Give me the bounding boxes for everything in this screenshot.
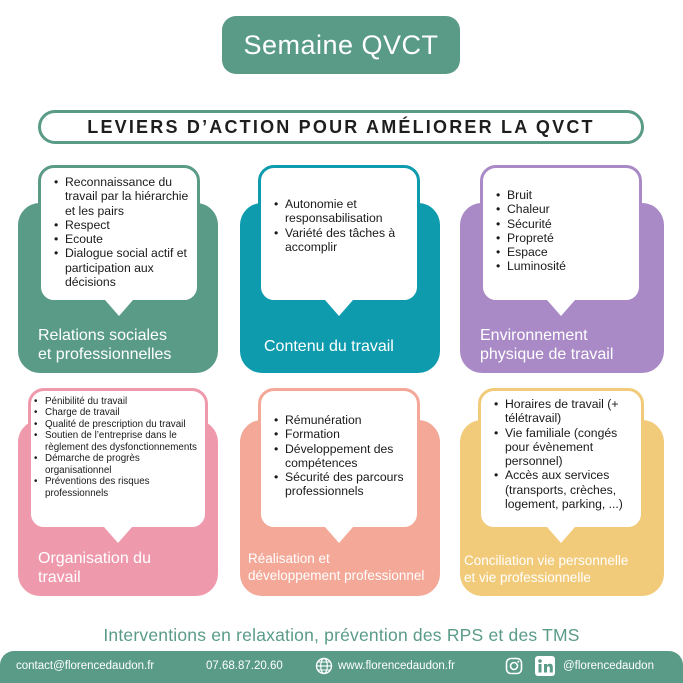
list-item: • Vie familiale (congés pour évènement personnel) xyxy=(505,426,633,469)
page-subtitle: LEVIERS D’ACTION POUR AMÉLIORER LA QVCT xyxy=(38,110,644,144)
bubble-contenu-travail xyxy=(258,165,420,303)
card-label-line: et professionnelles xyxy=(38,346,172,364)
card-label-line: développement professionnel xyxy=(248,567,425,583)
list-item: • Ecoute xyxy=(65,232,189,246)
list-item: • Formation xyxy=(285,427,409,441)
list-item: • Sécurité xyxy=(507,217,631,231)
phone-number: 07.68.87.20.60 xyxy=(206,660,283,672)
card-label-line: Relations sociales xyxy=(38,326,167,344)
bullet-list xyxy=(31,396,203,499)
list-item: • Développement des compétences xyxy=(285,442,409,471)
bubble-conciliation-vie xyxy=(478,388,644,530)
card-label-line: Réalisation et xyxy=(248,551,330,567)
card-label xyxy=(460,326,664,373)
list-item: • Reconnaissance du travail par la hiérarchie et les pairs xyxy=(65,175,189,218)
list-item: • Charge de travail xyxy=(45,407,197,418)
list-item: • Espace xyxy=(507,245,631,259)
social-handle[interactable]: @florencedaudon xyxy=(563,660,654,672)
list-item: • Qualité de prescription du travail xyxy=(45,419,197,430)
bullet-list xyxy=(487,188,637,274)
card-label xyxy=(460,553,664,596)
list-item: • Pénibilité du travail xyxy=(45,396,197,407)
website-link[interactable]: www.florencedaudon.fr xyxy=(338,660,455,672)
list-item: • Sécurité des parcours professionnels xyxy=(285,470,409,499)
list-item: • Chaleur xyxy=(507,202,631,216)
bubble-realisation-developpement xyxy=(258,388,420,530)
card-label xyxy=(240,551,440,596)
linkedin-icon[interactable] xyxy=(535,656,555,676)
list-item: • Accès aux services (transports, crèches, logement, parking, ...) xyxy=(505,468,633,511)
card-label-line: physique de travail xyxy=(480,346,614,364)
card-label-line: Conciliation vie personnelle xyxy=(464,553,629,569)
card-label xyxy=(18,549,218,596)
bubble-relations-sociales xyxy=(38,165,200,303)
list-item: • Respect xyxy=(65,218,189,232)
footer-bar xyxy=(0,651,683,683)
bubble-organisation-travail xyxy=(28,388,208,530)
bullet-list xyxy=(485,397,639,511)
list-item: • Démarche de progrès organisationnel xyxy=(45,453,197,476)
globe-icon xyxy=(315,657,333,675)
card-label-line: Environnement xyxy=(480,326,588,344)
list-item: • Autonomie et responsabilisation xyxy=(285,197,409,226)
list-item: • Luminosité xyxy=(507,259,631,273)
bullet-list xyxy=(45,175,195,289)
list-item: • Préventions des risques professionnels xyxy=(45,476,197,499)
instagram-icon[interactable] xyxy=(505,657,523,675)
list-item: • Bruit xyxy=(507,188,631,202)
list-item: • Horaires de travail (+ télétravail) xyxy=(505,397,633,426)
bullet-list xyxy=(265,413,415,499)
list-item: • Dialogue social actif et participation aux décisions xyxy=(65,246,189,289)
page-title: Semaine QVCT xyxy=(222,16,460,74)
email-link[interactable]: contact@florencedaudon.fr xyxy=(16,660,155,672)
bullet-list xyxy=(265,197,415,254)
card-label-line: Organisation du xyxy=(38,549,151,567)
footer-tagline: Interventions en relaxation, prévention des RPS et des TMS xyxy=(103,625,580,645)
list-item: • Soutien de l’entreprise dans le règlement des dysfonctionnements xyxy=(45,430,197,453)
list-item: • Rémunération xyxy=(285,413,409,427)
card-label xyxy=(240,337,440,373)
list-item: • Propreté xyxy=(507,231,631,245)
card-label-line: Contenu du travail xyxy=(264,338,394,356)
card-label-line: et vie professionnelle xyxy=(464,569,591,585)
bubble-environnement-physique xyxy=(480,165,642,303)
list-item: • Variété des tâches à accomplir xyxy=(285,226,409,255)
card-label-line: travail xyxy=(38,569,81,587)
card-label xyxy=(18,326,218,373)
